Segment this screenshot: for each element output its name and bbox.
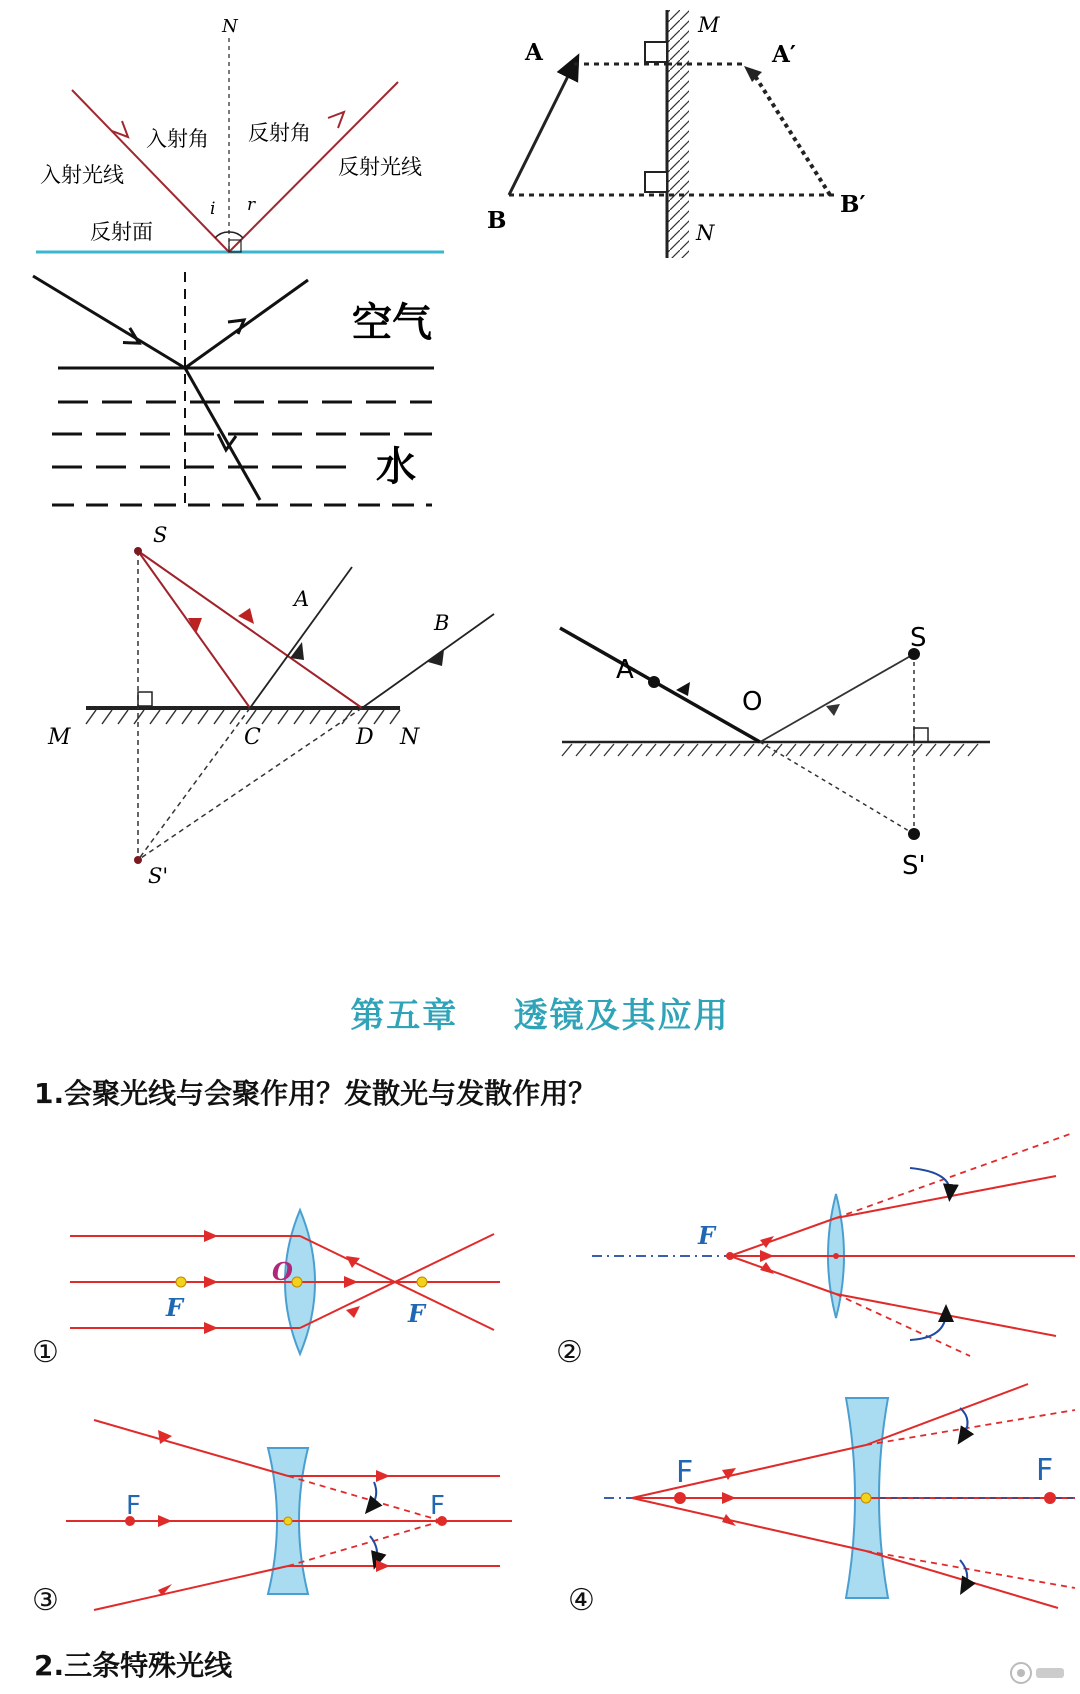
water-label: 水 [376, 444, 416, 490]
plane-mirror-figure [487, 10, 866, 258]
arrow-3e [376, 1560, 390, 1572]
label-num-3: ③ [32, 1583, 59, 1618]
label-B: B [434, 611, 450, 635]
mirror-N-label: N [696, 221, 715, 245]
ray-4-top-in [632, 1445, 866, 1498]
ray-3-top-dashed [288, 1476, 442, 1521]
angle-arc-3-top [370, 1482, 376, 1508]
point-source-mirror-figure [47, 523, 494, 888]
arrow-1b [204, 1276, 218, 1288]
point-S-prime [134, 856, 142, 864]
reflected-ray-B [362, 614, 494, 708]
label-D: D [356, 725, 374, 750]
question-2-heading: 2.三条特殊光线 [34, 1649, 233, 1682]
mirror-hatch [667, 10, 689, 258]
label-num-2: ② [556, 1335, 583, 1370]
incident-ray-water [33, 276, 185, 368]
focus-4-left [674, 1492, 686, 1504]
right-angle-mark-bottom [645, 172, 667, 192]
arrow-1a [204, 1230, 218, 1242]
label-num-1: ① [32, 1335, 59, 1370]
ray-2-bottom-dashed [836, 1294, 970, 1356]
label-A-5: A [616, 655, 634, 685]
focus-2 [726, 1252, 734, 1260]
ray-3-top-in [94, 1420, 288, 1476]
lens-diagram-4 [568, 1384, 1075, 1618]
lens-diagram-2 [556, 1134, 1075, 1370]
ray-SD [138, 551, 362, 708]
ray-4-top-out [866, 1384, 1028, 1445]
arrow-1d [346, 1256, 360, 1268]
object-arrow-AB [509, 64, 574, 195]
ray-3-bottom-dashed [288, 1521, 442, 1566]
ray-2-top-dashed [836, 1134, 1070, 1218]
optical-center-2 [833, 1253, 839, 1259]
normal-label: N [222, 16, 238, 37]
point-A: A [525, 39, 543, 66]
label-O-5: O [742, 687, 763, 717]
virtual-ray-OS-prime [760, 742, 914, 834]
label-S-prime: S' [148, 864, 169, 888]
arrow-1e [344, 1276, 358, 1288]
label-F4-right: F [1036, 1453, 1054, 1488]
lens-diagram-3 [32, 1420, 512, 1618]
reflected-arrow [328, 112, 344, 128]
mirror-M-label: M [698, 13, 720, 37]
ray-SO [760, 654, 914, 742]
point-B: B [487, 207, 507, 234]
image-arrow [750, 68, 830, 195]
label-F4-left: F [676, 1455, 694, 1490]
refraction-figure [33, 272, 434, 505]
label-C: C [244, 725, 261, 750]
focus-1-left [176, 1277, 186, 1287]
arrow-3b [158, 1515, 172, 1527]
point-A-5 [648, 676, 660, 688]
lens-diagram-1 [32, 1210, 502, 1370]
optical-center-4 [861, 1493, 871, 1503]
label-F3-left: F [126, 1491, 141, 1521]
arrow-SO [826, 704, 840, 716]
label-F1-left: F [166, 1293, 184, 1322]
optical-center-3 [284, 1517, 292, 1525]
air-label: 空气 [352, 300, 432, 346]
arrow-4c [722, 1514, 736, 1526]
point-A-prime: A′ [772, 41, 796, 68]
arrow-4b [722, 1492, 736, 1504]
label-F3-right: F [430, 1491, 445, 1521]
ray-4-bottom-in [632, 1498, 866, 1551]
surface-label: 反射面 [90, 220, 153, 244]
mirror-surface-5-hatch [562, 744, 978, 756]
angle-r-label: r [247, 195, 256, 215]
angle-i-label: i [210, 199, 216, 219]
angle-arc-4-top [960, 1408, 968, 1438]
reflect-angle-arc [229, 232, 243, 238]
incident-ray-label: 入射光线 [40, 163, 124, 187]
angle-arc-4-bottom [960, 1560, 967, 1588]
label-F1-right: F [408, 1299, 426, 1328]
right-angle-mark-top [645, 42, 667, 62]
label-num-4: ④ [568, 1583, 595, 1618]
virtual-ray-C [138, 708, 250, 860]
ray-3-bottom-in [94, 1566, 288, 1610]
label-F2: F [698, 1221, 716, 1250]
incident-angle-arc [215, 232, 229, 238]
ray-2-top [730, 1218, 836, 1256]
reflected-ray-water [185, 280, 308, 368]
ray-4-top-dashed [866, 1410, 1075, 1445]
label-S-prime-5: S' [902, 851, 926, 881]
watermark-logo [1008, 1660, 1068, 1686]
ray-2-bottom [730, 1256, 836, 1294]
chapter-title: 第五章 透镜及其应用 [350, 996, 730, 1036]
label-M: M [48, 725, 71, 750]
arrow-2b [760, 1250, 774, 1262]
angle-arc-2-bottom [910, 1312, 946, 1340]
point-B-prime: B′ [840, 191, 866, 218]
arrow-1f [346, 1306, 360, 1318]
point-S-prime-5 [908, 828, 920, 840]
label-S-5: S [910, 623, 927, 653]
reflection-point-figure [560, 623, 990, 881]
optical-center-1 [292, 1277, 302, 1287]
focus-4-right [1044, 1492, 1056, 1504]
ray-OA [560, 628, 763, 742]
label-N: N [400, 725, 420, 750]
arrow-1c [204, 1322, 218, 1334]
label-O1: O [272, 1257, 293, 1286]
arrow-2c [760, 1262, 774, 1274]
label-S: S [153, 523, 168, 547]
reflect-angle-label: 反射角 [248, 121, 311, 145]
image-arrow-head [744, 66, 762, 82]
label-A: A [294, 587, 310, 611]
ray-SC-arrow [188, 618, 202, 634]
question-1-heading: 1.会聚光线与会聚作用？发散光与发散作用？ [34, 1077, 597, 1110]
right-angle-mark-S [138, 692, 152, 706]
reflection-law-figure [36, 16, 444, 252]
reflected-ray-label: 反射光线 [338, 155, 422, 179]
arrow-B [428, 650, 444, 666]
incident-angle-label: 入射角 [146, 127, 209, 151]
focus-1-right [417, 1277, 427, 1287]
right-angle-mark-5 [914, 728, 928, 742]
point-S [134, 547, 142, 555]
angle-arc-2-top [910, 1168, 950, 1194]
arrow-3d [376, 1470, 390, 1482]
